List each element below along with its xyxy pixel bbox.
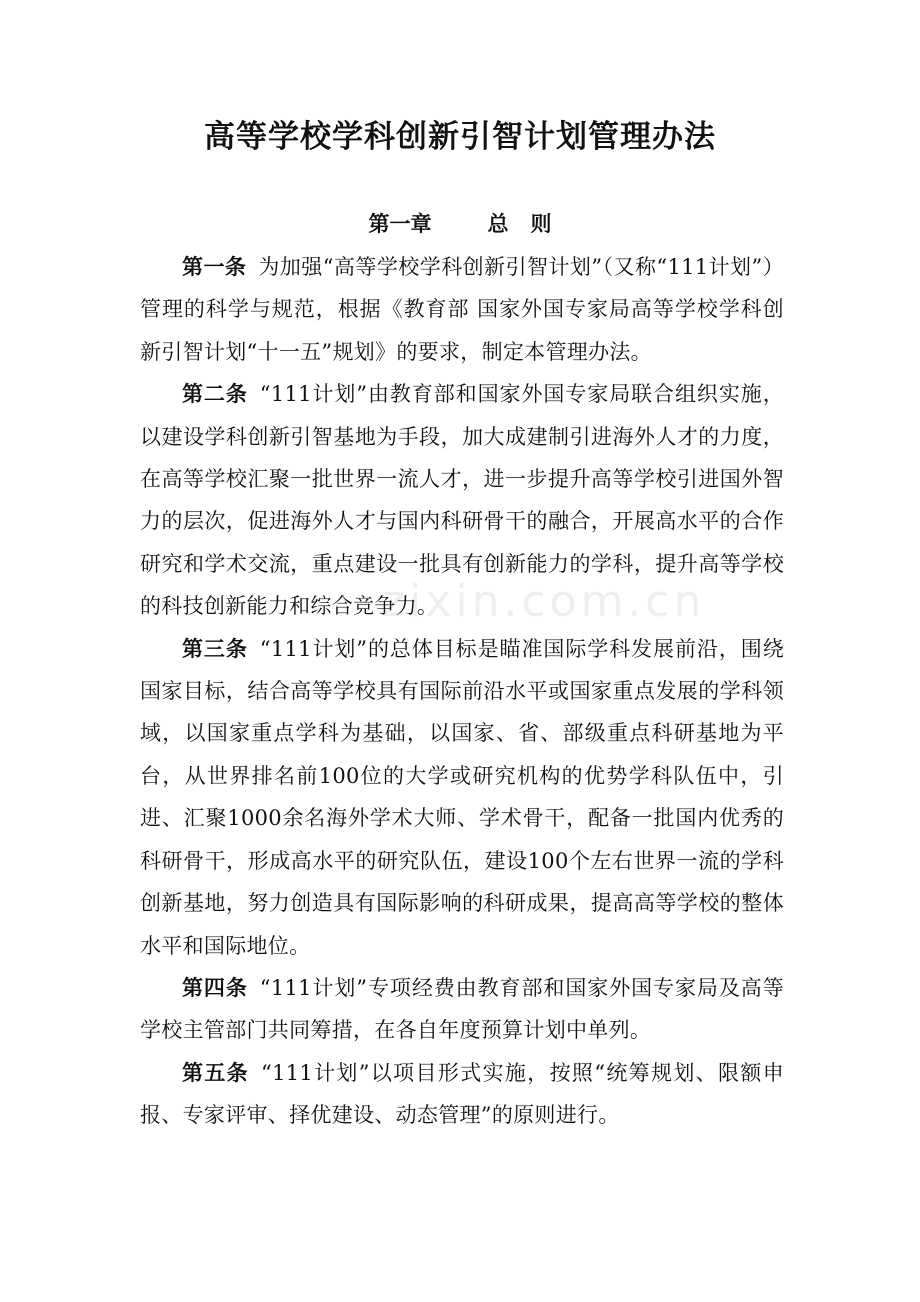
article-text: “111计划”由教育部和国家外国专家局联合组织实施，以建设学科创新引智基地为手段，加大成建制引进海外人才的力度，在高等学校汇聚一批世界一流人才，进一步提升高等学校引进国外智力的层次，促进海外人才与国内科研骨干的融合，开展高水平的合作研究和学术交流，重点建设一批具有创新能力的学科，提升高等学校的科技创新能力和综合竞争力。: [140, 382, 784, 619]
article-1: [140, 246, 784, 373]
document-body: [140, 246, 784, 1137]
article-5: [140, 1052, 784, 1137]
article-2: [140, 373, 784, 627]
watermark: zixin.com.cn: [382, 576, 706, 627]
article-text: 为加强“高等学校学科创新引智计划”（又称“111计划”）管理的科学与规范，根据《教育部 国家外国专家局高等学校学科创新引智计划“十一五”规划》的要求，制定本管理办法。: [140, 255, 784, 364]
document-title: 高等学校学科创新引智计划管理办法: [204, 119, 716, 155]
chapter-name: 总则: [487, 212, 574, 236]
article-label: 第三条: [182, 636, 248, 661]
article-label: 第四条: [182, 975, 248, 1000]
chapter-number: 第一章: [368, 212, 432, 236]
article-4: [140, 967, 784, 1052]
article-label: 第二条: [182, 382, 248, 407]
chapter-heading: [0, 204, 920, 244]
article-text: “111计划”专项经费由教育部和国家外国专家局及高等学校主管部门共同筹措，在各自年度预算计划中单列。: [140, 975, 784, 1043]
article-text: “111计划”以项目形式实施，按照“统筹规划、限额申报、专家评审、择优建设、动态管理”的原则进行。: [140, 1060, 784, 1128]
article-text: “111计划”的总体目标是瞄准国际学科发展前沿，围绕国家目标，结合高等学校具有国际前沿水平或国家重点发展的学科领域，以国家重点学科为基础，以国家、省、部级重点科研基地为平台，从世界排名前100位的大学或研究机构的优势学科队伍中，引进、汇聚1000余名海外学术大师、学术骨干，配备一批国内优秀的科研骨干，形成高水平的研究队伍，建设100个左右世界一流的学科创新基地，努力创造具有国际影响的科研成果，提高高等学校的整体水平和国际地位。: [140, 636, 784, 958]
article-label: 第一条: [182, 255, 247, 279]
article-3: [140, 628, 784, 967]
article-label: 第五条: [182, 1060, 250, 1085]
